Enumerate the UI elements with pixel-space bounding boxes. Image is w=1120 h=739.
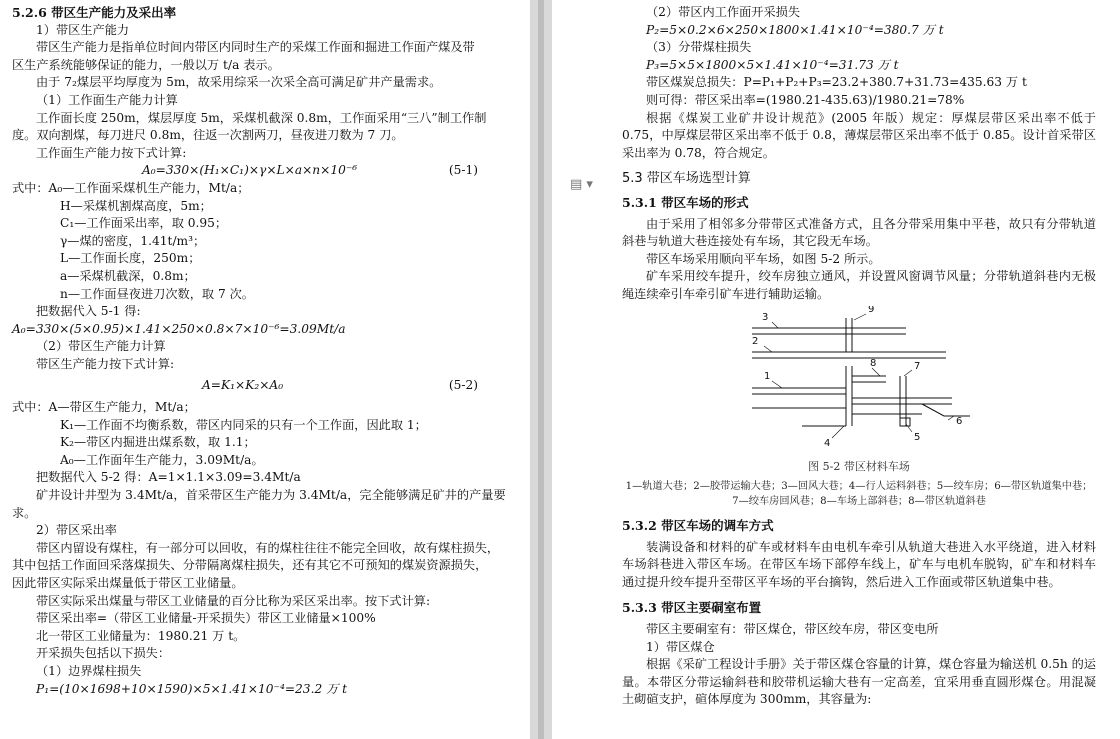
leader-line [906,424,912,432]
section-heading-5-3-1: 5.3.1 带区车场的形式 [622,194,749,210]
text-line: 区生产系统能够保证的能力，一般以万 t/a 表示。 [12,57,280,72]
diagram-label: 8 [870,357,877,369]
figure-caption: 图 5-2 带区材料车场 [808,459,910,473]
paragraph: 根据《煤炭工业矿井设计规范》(2005 年版）规定：厚煤层带区采出率不低于 0.75，中厚煤层带区采出率不低于 0.8，薄煤层带区采出率不低于 0.85。设计首采带区采出率为 0.78，符合规定。 [622,110,1096,160]
text-line: 工作面长度 250m，煤层厚度 5m，采煤机截深 0.8m，工作面采用“三八”制工作制 [36,110,487,125]
diagram-label: 4 [824,437,831,449]
text-line: 求。 [12,505,37,520]
calculation-line: A₀=330×(5×0.95)×1.41×250×0.8×7×10⁻⁶=3.09Mt/a [12,321,346,336]
text-line: 开采损失包括以下损失： [36,646,171,661]
definition-line: L—工作面长度，250m； [60,251,201,266]
calculation-line: P₃=5×5×1800×5×1.41×10⁻⁴=31.73 万 t [646,57,899,72]
subheading: （1）边界煤柱损失 [36,663,142,678]
equation-number: (5-1) [448,163,478,178]
section-heading-5-3-2: 5.3.2 带区车场的调车方式 [622,518,774,534]
right-page [552,0,1120,739]
leader-line [948,416,954,420]
formula-5-2 [12,377,478,395]
text-line: 由于 7₂煤层平均厚度为 5m，故采用综采一次采全高可满足矿井产量需求。 [36,75,442,90]
section-heading-5-3: 5.3 带区车场选型计算 [622,171,751,187]
diagram-label: 1 [764,370,771,382]
winch-house-mark [900,418,910,426]
paragraph: 根据《采矿工程设计手册》关于带区煤仓容量的计算，煤仓容量为输送机 0.5h 的运量。本带区分带运输斜巷和胶带机运输大巷有一定高差，宜采用垂直圆形煤仓。用混凝土砌碹支护，碹体厚度为 300mm，其容量为: [622,657,1096,707]
page-gutter [530,0,552,739]
leader-line [904,370,912,376]
text-line: 把数据代入 5-1 得: [36,304,141,319]
diagram-label: 3 [762,311,769,323]
diagram-label: 2 [752,335,759,347]
definition-line: a—采煤机截深，0.8m； [60,268,196,283]
text-line: 带区生产能力是指单位时间内带区内同时生产的采煤工作面和掘进工作面产煤及带 [36,40,475,55]
formula-5-1 [12,162,478,180]
leader-line [764,346,772,352]
leader-line [772,322,778,328]
text-line: 北一带区工业储量为：1980.21 万 t。 [36,628,246,643]
text-line: 带区实际采出煤量与带区工业储量的百分比称为采区采出率。按下式计算: [36,593,431,608]
definition-line: K₂—带区内掘进出煤系数，取 1.1； [60,435,256,450]
formula-expression: A₀=330×(H₁×C₁)×γ×L×a×n×10⁻⁶ [142,163,358,178]
diagram-label: 6 [956,415,963,427]
calculation-line: 带区煤炭总损失：P=P₁+P₂+P₃=23.2+380.7+31.73=435.63 万 t [646,75,1027,90]
text-line: 矿井设计井型为 3.4Mt/a，首采带区生产能力为 3.4Mt/a，完全能够满足矿井的产量要 [36,488,506,503]
definition-line: 式中：A₀—工作面采煤机生产能力，Mt/a； [12,180,250,195]
paragraph: 带区车场采用顺向平车场，如图 5-2 所示。 [646,251,881,266]
diagram-label: 9 [868,305,875,315]
text-line: 工作面生产能力按下式计算: [36,145,187,160]
subheading: 1）带区煤仓 [646,639,715,654]
diagram-line [922,404,970,416]
text-line: 度。双向割煤，每刀进尺 0.8m，往返一次割两刀，昼夜进刀数为 7 刀。 [12,128,404,143]
definition-line: γ—煤的密度，1.41t/m³； [60,233,206,248]
equation-line: 带区采出率=（带区工业储量-开采损失）带区工业储量×100% [36,611,376,626]
paragraph: 带区主要硐室有：带区煤仓，带区绞车房，带区变电所 [646,622,939,637]
leader-line [872,368,880,376]
definition-line: A₀—工作面年生产能力，3.09Mt/a。 [60,452,264,467]
definition-line: n—工作面昼夜进刀次数，取 7 次。 [60,286,254,301]
calculation-line: P₁=(10×1698+10×1590)×5×1.41×10⁻⁴=23.2 万 t [36,681,348,696]
subheading: 2）带区采出率 [36,523,117,538]
leader-line [854,314,866,320]
left-page [0,0,530,739]
text-line: 因此带区实际采出煤量低于带区工业储量。 [12,576,244,590]
diagram-label: 5 [914,431,921,443]
paragraph: 装满设备和材料的矿车或材料车由电机车牵引从轨道大巷进入水平绕道，进入材料车场斜巷进入带区车场。在带区车场下部停车线上，矿车与电机车脱钩，矿车和材料车通过提升绞车提升至带区平车场的平台摘钩，然后进入工作面或带区轨道集中巷。 [622,539,1096,589]
definition-line: 式中：A—带区生产能力，Mt/a； [12,400,196,415]
calculation-line: P₂=5×0.2×6×250×1800×1.41×10⁻⁴=380.7 万 t [646,22,944,37]
text-line: 1）带区生产能力 [36,22,130,37]
subheading: （2）带区生产能力计算 [36,339,166,354]
equation-number: (5-2) [448,378,478,393]
definition-line: C₁—工作面采出率，取 0.95； [60,216,228,231]
paragraph: 矿车采用绞车提升，绞车房独立通风，并设置风窗调节风量；分带轨道斜巷内无极绳连续牵引车牵引矿车进行辅助运输。 [622,269,1096,301]
scrollbar[interactable] [538,0,544,739]
section-heading-5-2-6: 5.2.6 带区生产能力及采出率 [12,5,177,20]
paragraph: 由于采用了相邻多分带带区式准备方式，且各分带采用集中平巷，故只有分带轨道斜巷与轨道大巷连接处有车场，其它段无车场。 [622,216,1096,249]
text-line: 把数据代入 5-2 得：A=1×1.1×3.09=3.4Mt/a [36,470,301,485]
figure-legend: 1—轨道大巷；2—胶带运输大巷；3—回风大巷；4—行人运料斜巷；5—绞车房；6—带区轨道集中巷； [625,481,1093,493]
calculation-line: 则可得：带区采出率=(1980.21-435.63)/1980.21=78% [646,92,965,107]
subheading: （3）分带煤柱损失 [646,40,752,55]
diagram-label: 7 [914,360,921,372]
text-line: 带区生产能力按下式计算: [36,356,175,371]
definition-line: H—采煤机割煤高度，5m； [60,198,212,213]
text-line: 带区内留设有煤柱，有一部分可以回收，有的煤柱往往不能完全回收，故有煤柱损失， [36,540,500,555]
mine-yard-diagram [622,306,1096,456]
subheading: （2）带区内工作面开采损失 [646,5,801,19]
document-map-icon[interactable]: ▤ ▾ [570,177,593,192]
text-line: （1）工作面生产能力计算 [36,92,178,107]
figure-5-2 [622,306,1096,456]
formula-expression: A=K₁×K₂×A₀ [202,378,284,393]
definition-line: K₁—工作面不均衡系数，带区内同采的只有一个工作面，因此取 1； [60,417,427,432]
leader-line [832,426,844,438]
figure-legend: 7—绞车房回风巷；8—车场上部斜巷；8—带区轨道斜巷 [732,496,986,508]
leader-line [772,381,782,388]
section-heading-5-3-3: 5.3.3 带区主要硐室布置 [622,600,762,616]
text-line: 其中包括工作面回采落煤损失、分带隔离煤柱损失，还有其它不可预知的煤炭资源损失， [12,558,488,573]
